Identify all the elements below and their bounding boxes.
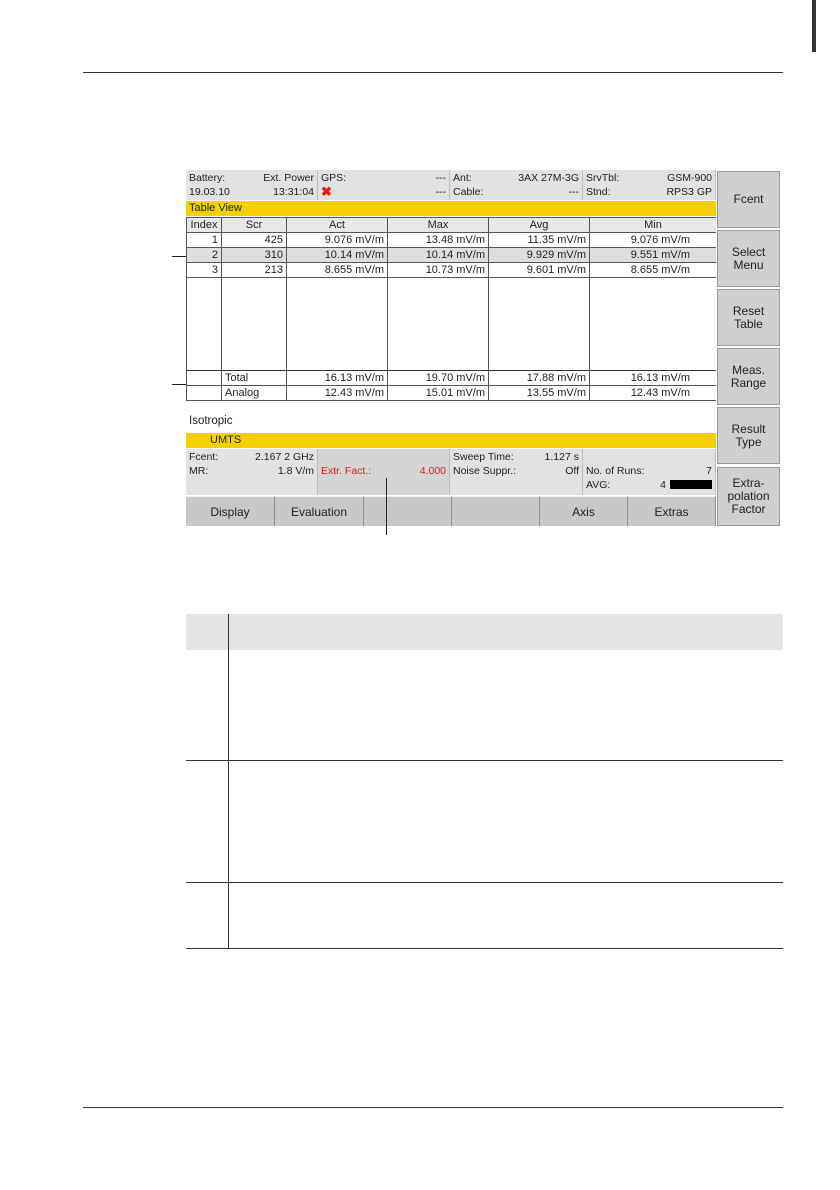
select-menu-button[interactable]: Select Menu bbox=[717, 230, 780, 287]
info-fcent-mr bbox=[186, 449, 318, 495]
cell-max: 10.73 mV/m bbox=[388, 263, 489, 278]
cable-value: --- bbox=[568, 186, 579, 198]
legend-divider bbox=[228, 614, 229, 949]
callout-line-summary bbox=[172, 384, 186, 385]
table-row[interactable] bbox=[187, 263, 717, 278]
cell-avg: 13.55 mV/m bbox=[489, 386, 590, 401]
empty-cell bbox=[287, 278, 388, 371]
srvtbl-label: SrvTbl: bbox=[586, 172, 620, 184]
isotropic-label: Isotropic bbox=[189, 415, 233, 427]
extr-label: Extr. Fact.: bbox=[321, 465, 372, 477]
cell-min: 8.655 mV/m bbox=[590, 263, 717, 278]
col-header-avg: Avg bbox=[489, 218, 590, 233]
cell-max: 15.01 mV/m bbox=[388, 386, 489, 401]
col-header-min: Min bbox=[590, 218, 717, 233]
col-header-index: Index bbox=[187, 218, 222, 233]
standard-label: UMTS bbox=[186, 433, 716, 448]
empty-cell bbox=[187, 371, 222, 386]
gps-label: GPS: bbox=[321, 172, 347, 184]
noise-row bbox=[453, 464, 579, 478]
axis-button[interactable]: Axis bbox=[540, 496, 628, 526]
noise-label: Noise Suppr.: bbox=[453, 465, 517, 477]
cell-min: 16.13 mV/m bbox=[590, 371, 717, 386]
legend-rule bbox=[186, 760, 783, 761]
cell-max: 19.70 mV/m bbox=[388, 371, 489, 386]
empty-cell bbox=[222, 278, 287, 371]
cell-act: 8.655 mV/m bbox=[287, 263, 388, 278]
header-service-table bbox=[583, 170, 716, 200]
noise-value: Off bbox=[565, 465, 579, 477]
cell-avg: 9.601 mV/m bbox=[489, 263, 590, 278]
table-header-row bbox=[187, 218, 717, 233]
stnd-label: Stnd: bbox=[586, 186, 611, 198]
evaluation-button[interactable]: Evaluation bbox=[275, 496, 364, 526]
legend-rule bbox=[186, 948, 783, 949]
info-extrapolation bbox=[318, 449, 450, 495]
cell-min: 9.551 mV/m bbox=[590, 248, 717, 263]
fcent-row bbox=[189, 450, 314, 464]
srvtbl-value: GSM-900 bbox=[667, 172, 712, 184]
cell-max: 10.14 mV/m bbox=[388, 248, 489, 263]
cell-scr: 425 bbox=[222, 233, 287, 248]
fcent-label: Fcent: bbox=[189, 451, 219, 463]
ant-value: 3AX 27M-3G bbox=[518, 172, 579, 184]
cell-act: 12.43 mV/m bbox=[287, 386, 388, 401]
cell-act: 10.14 mV/m bbox=[287, 248, 388, 263]
col-header-max: Max bbox=[388, 218, 489, 233]
ant-label: Ant: bbox=[453, 172, 472, 184]
red-x-icon: ✖ bbox=[321, 184, 332, 199]
avg-label: AVG: bbox=[586, 479, 611, 491]
stnd-value: RPS3 GP bbox=[666, 186, 712, 198]
avg-progress-bar bbox=[670, 480, 712, 489]
cell-index: 1 bbox=[187, 233, 222, 248]
runs-label: No. of Runs: bbox=[586, 465, 645, 477]
cell-scr: 310 bbox=[222, 248, 287, 263]
side-softkeys bbox=[716, 170, 781, 526]
battery-value: Ext. Power bbox=[263, 172, 314, 184]
fcent-value: 2.167 2 GHz bbox=[255, 451, 314, 463]
header-gps bbox=[318, 170, 450, 200]
empty-cell bbox=[489, 278, 590, 371]
gps-value: --- bbox=[435, 172, 446, 184]
col-header-act: Act bbox=[287, 218, 388, 233]
callout-line-rows bbox=[172, 256, 186, 257]
cell-avg: 9.929 mV/m bbox=[489, 248, 590, 263]
cell-max: 13.48 mV/m bbox=[388, 233, 489, 248]
legend-rule bbox=[186, 882, 783, 883]
display-button[interactable]: Display bbox=[186, 496, 275, 526]
reset-table-button[interactable]: Reset Table bbox=[717, 289, 780, 346]
cell-act: 9.076 mV/m bbox=[287, 233, 388, 248]
summary-row-total bbox=[187, 371, 717, 386]
cell-scr: 213 bbox=[222, 263, 287, 278]
header-antenna bbox=[450, 170, 583, 200]
date-value: 19.03.10 bbox=[189, 186, 230, 198]
runs-row bbox=[586, 464, 712, 478]
cell-min: 12.43 mV/m bbox=[590, 386, 717, 401]
extrapolation-factor-button[interactable]: Extra- polation Factor bbox=[717, 467, 780, 526]
instrument-screen bbox=[186, 170, 781, 526]
table-row[interactable] bbox=[187, 248, 717, 263]
runs-value: 7 bbox=[706, 465, 712, 477]
cell-min: 9.076 mV/m bbox=[590, 233, 717, 248]
extr-value: 4.000 bbox=[419, 465, 446, 477]
avg-value: 4 bbox=[660, 479, 666, 491]
cell-avg: 17.88 mV/m bbox=[489, 371, 590, 386]
time-value: 13:31:04 bbox=[273, 186, 314, 198]
table-row[interactable] bbox=[187, 233, 717, 248]
meas-range-button[interactable]: Meas. Range bbox=[717, 348, 780, 405]
page-margin-mark bbox=[812, 0, 816, 52]
info-runs-avg bbox=[583, 449, 716, 495]
view-title: Table View bbox=[186, 201, 716, 216]
sweep-value: 1.127 s bbox=[544, 451, 579, 463]
empty-cell bbox=[388, 278, 489, 371]
extr-row bbox=[321, 464, 446, 478]
page-bottom-rule bbox=[83, 1107, 783, 1108]
mr-value: 1.8 V/m bbox=[277, 465, 314, 477]
softkey-blank-3[interactable] bbox=[364, 496, 452, 526]
mr-label: MR: bbox=[189, 465, 209, 477]
col-header-scr: Scr bbox=[222, 218, 287, 233]
summary-label: Total bbox=[222, 371, 287, 386]
sweep-label: Sweep Time: bbox=[453, 451, 514, 463]
battery-label: Battery: bbox=[189, 172, 226, 184]
softkey-blank-4[interactable] bbox=[452, 496, 540, 526]
cell-index: 3 bbox=[187, 263, 222, 278]
fcent-button[interactable]: Fcent bbox=[717, 171, 780, 228]
header-battery bbox=[186, 170, 318, 200]
bottom-softkeys bbox=[186, 496, 716, 526]
summary-row-analog bbox=[187, 386, 717, 401]
empty-cell bbox=[590, 278, 717, 371]
sweep-row bbox=[453, 450, 579, 464]
cell-index: 2 bbox=[187, 248, 222, 263]
empty-cell bbox=[187, 278, 222, 371]
callout-line-extrapolation bbox=[386, 478, 387, 535]
page-top-rule bbox=[83, 72, 783, 73]
empty-cell bbox=[187, 386, 222, 401]
summary-label: Analog bbox=[222, 386, 287, 401]
cell-act: 16.13 mV/m bbox=[287, 371, 388, 386]
result-type-button[interactable]: Result Type bbox=[717, 407, 780, 464]
avg-row bbox=[586, 478, 712, 492]
table-empty-area bbox=[187, 278, 717, 371]
mr-row bbox=[189, 464, 314, 478]
results-table bbox=[186, 217, 717, 401]
gps-status-value: --- bbox=[435, 186, 446, 198]
cell-avg: 11.35 mV/m bbox=[489, 233, 590, 248]
info-sweep-noise bbox=[450, 449, 583, 495]
legend-header bbox=[186, 614, 783, 650]
extras-button[interactable]: Extras bbox=[628, 496, 716, 526]
cable-label: Cable: bbox=[453, 186, 484, 198]
